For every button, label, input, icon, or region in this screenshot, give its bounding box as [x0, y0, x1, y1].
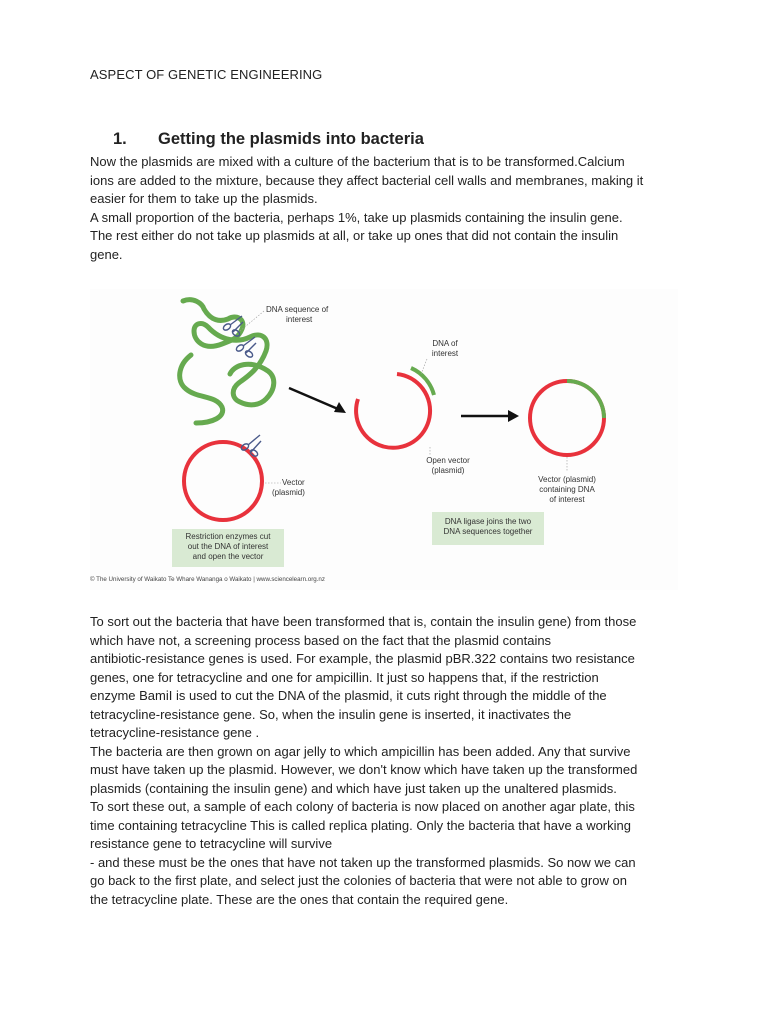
text-line: enzyme BamiI is used to cut the DNA of the plasmid, it cuts right through the middle of the	[90, 688, 607, 703]
label-open-vector: Open vector	[426, 456, 470, 465]
open-vector-plasmid	[356, 374, 430, 448]
text-line: ions are added to the mixture, because they affect bacterial cell walls and membranes, making it	[90, 172, 644, 188]
intro-paragraph	[90, 153, 690, 264]
page-title: ASPECT OF GENETIC ENGINEERING	[90, 67, 323, 82]
section-heading	[113, 130, 424, 149]
text-line: antibiotic-resistance genes is used. For example, the plasmid pBR.322 contains two resistance	[90, 651, 635, 666]
label-open-vector: (plasmid)	[431, 466, 465, 475]
label-vector-containing: Vector (plasmid)	[538, 475, 596, 484]
text-line: A small proportion of the bacteria, perhaps 1%, take up plasmids containing the insulin gene.	[90, 209, 623, 225]
genetic-engineering-figure	[90, 289, 678, 590]
label-vector-containing: containing DNA	[539, 485, 595, 494]
text-line: tetracycline-resistance gene .	[90, 725, 260, 740]
text-line: genes, one for tetracycline and one for ampicillin. It just so happens that, if the restriction	[90, 669, 599, 685]
figure-svg	[90, 289, 678, 590]
section-number: 1.	[113, 130, 127, 148]
text-line: The rest either do not take up plasmids at all, or take up ones that did not contain the insulin	[90, 228, 619, 243]
dna-strand-lower	[180, 355, 223, 423]
label-vector-containing: of interest	[549, 495, 585, 504]
arrow-head	[508, 410, 519, 422]
section-heading-text: Getting the plasmids into bacteria	[158, 130, 424, 148]
text-line: go back to the first plate, and select just the colonies of bacteria that were not able to grow on	[90, 873, 627, 888]
figure-copyright: © The University of Waikato Te Whare Wananga o Waikato | www.sciencelearn.org.nz	[90, 576, 325, 583]
label-dna-sequence: DNA sequence of	[266, 305, 329, 314]
text-line: Now the plasmids are mixed with a culture of the bacterium that is to be transformed.Calcium	[90, 154, 625, 169]
caption-ligase: DNA sequences together	[443, 527, 533, 536]
arrow-right	[289, 388, 338, 409]
caption-ligase: DNA ligase joins the two	[444, 517, 532, 526]
caption-restriction: and open the vector	[192, 552, 264, 561]
label-vector: Vector	[282, 478, 305, 487]
label-dna-of-interest: DNA of	[432, 339, 458, 348]
dna-strand	[183, 300, 274, 405]
text-line: plasmids (containing the insulin gene) and which have just taken up the unaltered plasmids.	[90, 780, 617, 796]
body-paragraph	[90, 613, 690, 909]
caption-restriction: Restriction enzymes cut	[185, 532, 271, 541]
label-dna-of-interest: interest	[431, 349, 459, 358]
text-line: easier for them to take up the plasmids.	[90, 191, 318, 206]
text-line: gene.	[90, 246, 123, 262]
text-line: time containing tetracycline This is called replica plating. Only the bacteria that have a working	[90, 817, 631, 833]
text-line: resistance gene to tetracycline will survive	[90, 836, 333, 851]
text-line: the tetracycline plate. These are the ones that contain the required gene.	[90, 891, 509, 907]
text-line: tetracycline-resistance gene. So, when the insulin gene is inserted, it inactivates the	[90, 706, 572, 722]
text-line: must have taken up the plasmid. However, we don't know which have taken up the transformed	[90, 762, 638, 777]
label-dna-sequence: interest	[286, 315, 313, 324]
text-line: - and these must be the ones that have not taken up the transformed plasmids. So now we can	[90, 854, 636, 870]
text-line: The bacteria are then grown on agar jelly to which ampicillin has been added. Any that survive	[90, 743, 631, 759]
caption-restriction: out the DNA of interest	[187, 542, 269, 551]
label-vector: (plasmid)	[272, 488, 305, 497]
text-line: which have not, a screening process based on the fact that the plasmid contains	[90, 632, 552, 648]
text-line: To sort out the bacteria that have been transformed that is, contain the insulin gene) from those	[90, 614, 637, 629]
inserted-dna	[567, 381, 604, 418]
text-line: To sort these out, a sample of each colony of bacteria is now placed on another agar plate, this	[90, 799, 635, 814]
